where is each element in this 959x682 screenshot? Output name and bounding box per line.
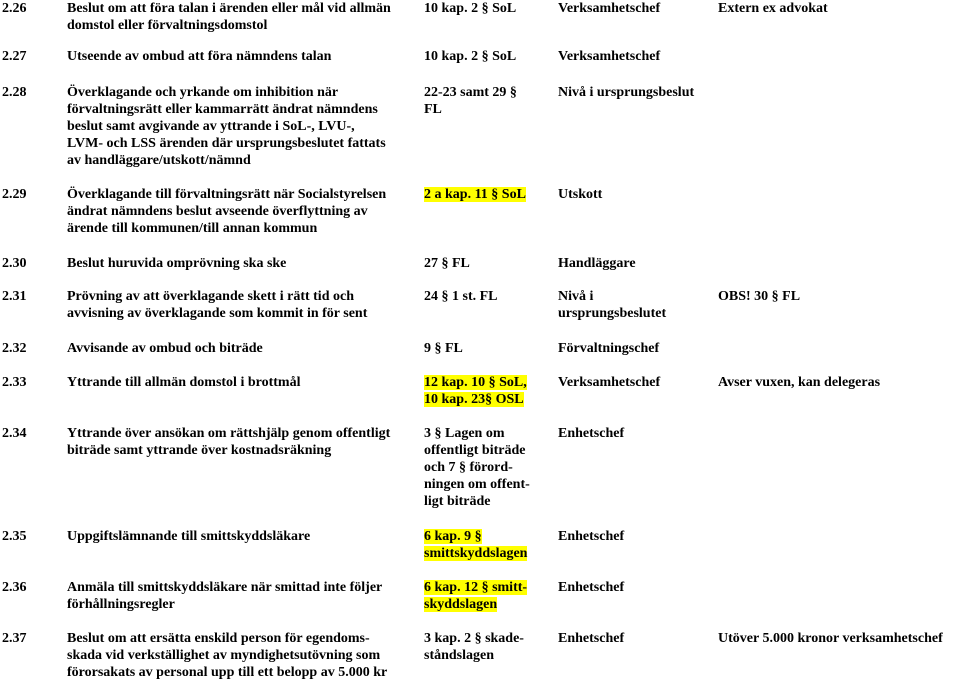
row-description: Beslut om att ersätta enskild person för egendoms- skada vid verkställighet av myndighetsutövning som förorsakats av personal upp till ett belopp av 5.000 kr xyxy=(67,631,388,680)
row-number: 2.29 xyxy=(2,187,27,202)
row-description: Prövning av att överklagande skett i rätt tid och avvisning av överklagande som kommit in för sent xyxy=(67,289,368,321)
row-law-reference xyxy=(424,186,554,203)
row-law-reference: 10 kap. 2 § SoL xyxy=(424,1,517,16)
row-law-reference xyxy=(424,528,554,562)
row-decision-maker: Utskott xyxy=(558,187,603,202)
row-note: OBS! 30 § FL xyxy=(718,289,801,304)
law-highlight: 12 kap. 10 § SoL, 10 kap. 23§ OSL xyxy=(424,375,527,407)
row-number: 2.28 xyxy=(2,85,27,100)
row-decision-maker: Enhetschef xyxy=(558,529,625,544)
row-number: 2.37 xyxy=(2,631,27,646)
row-decision-maker: Nivå i ursprungsbeslut xyxy=(558,85,695,100)
row-law-reference: 3 kap. 2 § skade- ståndslagen xyxy=(424,631,524,663)
law-highlight: 2 a kap. 11 § SoL xyxy=(424,187,526,202)
row-note: Utöver 5.000 kronor verksamhetschef xyxy=(718,631,943,646)
row-description: Överklagande och yrkande om inhibition när förvaltningsrätt eller kammarrätt ändrat nämndens beslut samt avgivande av yttrande i SoL-, LVU-, LVM- och LSS ärenden där ursprungsbeslutet fattats av handläggare/utskott/nämnd xyxy=(67,85,386,168)
row-number: 2.35 xyxy=(2,529,27,544)
row-description: Överklagande till förvaltningsrätt när Socialstyrelsen ändrat nämndens beslut avseende överflyttning av ärende till kommunen/till annan kommun xyxy=(67,187,387,236)
row-description: Yttrande över ansökan om rättshjälp genom offentligt biträde samt yttrande över kostnadsräkning xyxy=(67,426,391,458)
row-law-reference: 9 § FL xyxy=(424,341,463,356)
row-number: 2.34 xyxy=(2,426,27,441)
row-number: 2.27 xyxy=(2,49,27,64)
row-number: 2.36 xyxy=(2,580,27,595)
row-decision-maker: Enhetschef xyxy=(558,426,625,441)
row-number: 2.32 xyxy=(2,341,27,356)
row-decision-maker: Enhetschef xyxy=(558,580,625,595)
row-description: Anmäla till smittskyddsläkare när smittad inte följer förhållningsregler xyxy=(67,580,383,612)
row-law-reference: 10 kap. 2 § SoL xyxy=(424,49,517,64)
row-decision-maker: Handläggare xyxy=(558,256,636,271)
row-number: 2.33 xyxy=(2,375,27,390)
row-decision-maker: Verksamhetschef xyxy=(558,49,661,64)
row-decision-maker: Förvaltningschef xyxy=(558,341,660,356)
row-decision-maker: Enhetschef xyxy=(558,631,625,646)
law-highlight: 6 kap. 12 § smitt- skyddslagen xyxy=(424,580,528,612)
row-note: Avser vuxen, kan delegeras xyxy=(718,375,881,390)
row-number: 2.26 xyxy=(2,1,27,16)
row-note: Extern ex advokat xyxy=(718,1,828,16)
row-law-reference: 27 § FL xyxy=(424,256,470,271)
row-number: 2.31 xyxy=(2,289,27,304)
row-description: Uppgiftslämnande till smittskyddsläkare xyxy=(67,529,311,544)
row-number: 2.30 xyxy=(2,256,27,271)
row-description: Beslut huruvida omprövning ska ske xyxy=(67,256,287,271)
row-law-reference: 22-23 samt 29 § FL xyxy=(424,85,517,117)
row-law-reference xyxy=(424,374,554,408)
row-law-reference: 24 § 1 st. FL xyxy=(424,289,498,304)
row-description: Beslut om att föra talan i ärenden eller mål vid allmän domstol eller förvaltningsdomstol xyxy=(67,1,391,33)
row-decision-maker: Verksamhetschef xyxy=(558,1,661,16)
row-decision-maker: Verksamhetschef xyxy=(558,375,661,390)
law-highlight: 6 kap. 9 § smittskyddslagen xyxy=(424,529,528,561)
row-description: Utseende av ombud att föra nämndens talan xyxy=(67,49,332,64)
row-law-reference: 3 § Lagen om offentligt biträde och 7 § förord- ningen om offent- ligt biträde xyxy=(424,426,530,509)
row-description: Yttrande till allmän domstol i brottmål xyxy=(67,375,301,390)
row-decision-maker: Nivå i ursprungsbeslutet xyxy=(558,289,667,321)
row-description: Avvisande av ombud och biträde xyxy=(67,341,263,356)
row-law-reference xyxy=(424,579,554,613)
